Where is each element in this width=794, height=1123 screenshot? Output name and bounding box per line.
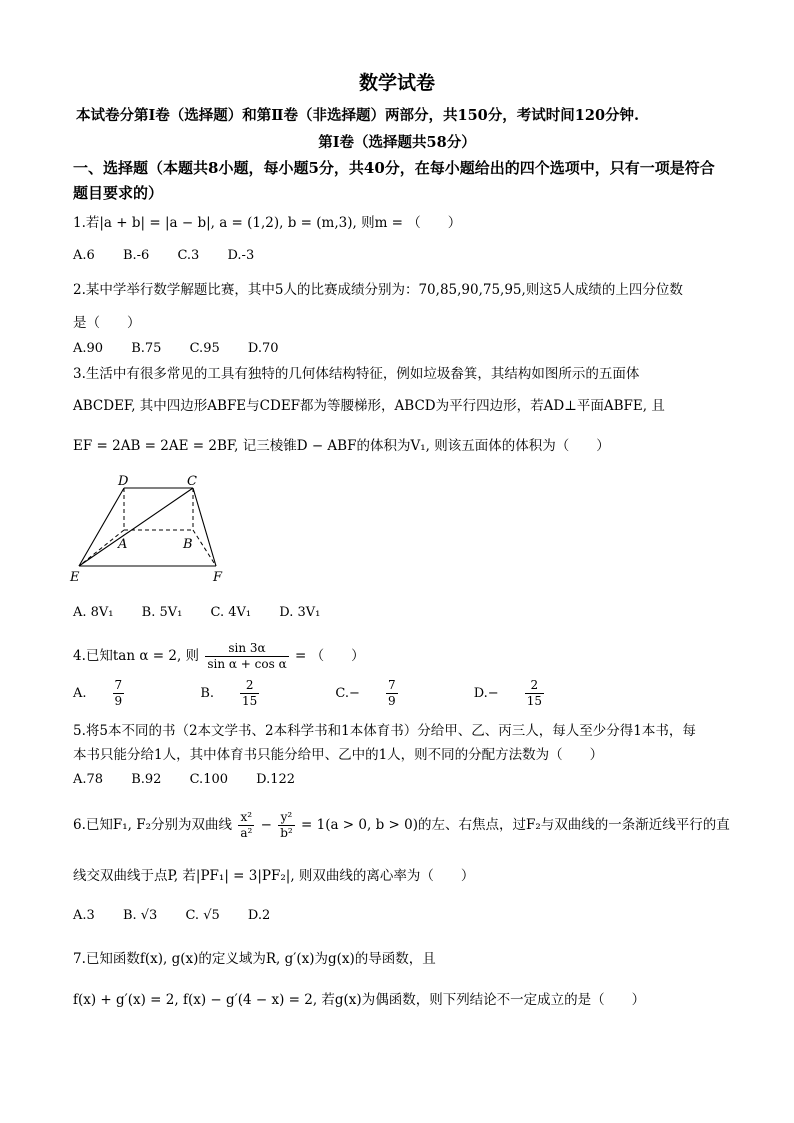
option-c	[335, 678, 445, 709]
question-6-line-2: 线交双曲线于点P, 若|PF₁| = 3|PF₂|, 则双曲线的离心率为（ ）	[73, 868, 475, 884]
option-a: A.90	[73, 341, 104, 356]
fraction-denominator: 9	[114, 694, 123, 708]
page-title: 数学试卷	[358, 72, 435, 94]
vertex-label-c: C	[187, 474, 197, 489]
hyperbola-y-term	[278, 810, 295, 841]
option-a: A. 8V₁	[73, 605, 114, 620]
vertex-label-d: D	[118, 474, 129, 489]
option-fraction	[113, 678, 149, 709]
vertex-label-b: B	[183, 537, 193, 552]
option-d: D.70	[247, 341, 279, 356]
question-5-line-2: 本书只能分给1人，其中体育书只能分给甲、乙中的1人，则不同的分配方法数为（ ）	[73, 747, 604, 763]
question-1-stem: 1.若|a + b| = |a − b|, a = (1,2), b = (m,3), 则m = （ ）	[73, 215, 462, 231]
question-4-stem-end: = （ ）	[294, 648, 365, 664]
option-fraction	[525, 678, 568, 709]
question-5-line-1: 5.将5本不同的书（2本文学书、2本科学书和1本体育书）分给甲、乙、丙三人，每人至少分得1本书，每	[73, 723, 696, 739]
option-label: A.	[73, 686, 87, 701]
option-d	[474, 678, 592, 709]
option-label: B.	[200, 686, 214, 701]
question-5-options	[73, 772, 319, 787]
vertex-label-e: E	[70, 570, 80, 585]
question-2-options	[73, 341, 303, 356]
fraction-denominator: 9	[387, 694, 396, 708]
option-c: C.100	[189, 772, 229, 787]
vertex-label-f: F	[213, 570, 223, 585]
pentahedron-figure	[66, 472, 236, 587]
exam-intro: 本试卷分第Ⅰ卷（选择题）和第Ⅱ卷（非选择题）两部分，共150分，考试时间120分钟.	[76, 107, 640, 124]
question-4-fraction	[205, 641, 288, 672]
question-3-line-2: ABCDEF, 其中四边形ABFE与CDEF都为等腰梯形，ABCD为平行四边形，若AD⊥平面ABFE, 且	[73, 398, 665, 414]
option-b: B.-6	[122, 248, 150, 263]
minus-sign: −	[260, 817, 272, 833]
question-7-line-2: f(x) + g′(x) = 2, f(x) − g′(4 − x) = 2, 若g(x)为偶函数，则下列结论不一定成立的是（ ）	[73, 992, 646, 1008]
hyperbola-x-term	[238, 810, 254, 841]
question-6-stem-end: = 1(a > 0, b > 0)的左、右焦点，过F₂与双曲线的一条渐近线平行的直	[301, 817, 730, 833]
question-2-line-1: 2.某中学举行数学解题比赛，其中5人的比赛成绩分别为：70,85,90,75,95,则这5人成绩的上四分位数	[73, 282, 683, 298]
fraction-denominator: 15	[526, 694, 542, 708]
option-c: C. √5	[185, 908, 220, 923]
fraction-denominator: a²	[240, 826, 253, 840]
question-3-line-1: 3.生活中有很多常见的工具有独特的几何体结构特征，例如垃圾畚箕，其结构如图所示的五面体	[73, 366, 640, 382]
question-3-options	[73, 605, 344, 620]
question-4-stem-start: 4.已知tan α = 2, 则	[73, 648, 200, 664]
question-2-line-2: 是（ ）	[73, 315, 141, 331]
option-b: B. √3	[122, 908, 158, 923]
fraction-numerator: sin 3α	[205, 641, 288, 657]
fraction-numerator: 7	[387, 678, 396, 692]
fraction-numerator: 7	[114, 678, 123, 692]
option-fraction	[386, 678, 422, 709]
question-1-options	[73, 248, 278, 263]
option-b: B.92	[131, 772, 162, 787]
option-a: A.78	[73, 772, 104, 787]
question-4-stem	[73, 640, 365, 672]
fraction-denominator: b²	[280, 826, 293, 840]
option-c: C.3	[177, 248, 200, 263]
fraction-numerator: 2	[240, 678, 259, 694]
question-4-options	[73, 678, 616, 709]
section-heading: 一、选择题（本题共8小题，每小题5分，共40分，在每小题给出的四个选项中，只有一项是符合题目要求的）	[73, 159, 715, 202]
option-label: D.−	[473, 686, 499, 701]
option-c: C. 4V₁	[210, 605, 252, 620]
option-a	[73, 678, 172, 709]
option-b: B.75	[131, 341, 162, 356]
option-label: C.−	[335, 686, 360, 701]
question-3-line-3: EF = 2AB = 2AE = 2BF, 记三棱锥D − ABF的体积为V₁, 则该五面体的体积为（ ）	[73, 438, 610, 454]
option-b	[200, 678, 307, 709]
fraction-denominator: sin α + cos α	[207, 657, 287, 671]
question-6-options	[73, 908, 294, 923]
option-c: C.95	[189, 341, 220, 356]
option-b: B. 5V₁	[141, 605, 183, 620]
part-heading: 第Ⅰ卷（选择题共58分）	[318, 134, 476, 151]
option-a: A.3	[73, 908, 95, 923]
fraction-numerator: y²	[278, 810, 295, 826]
question-7-line-1: 7.已知函数f(x), g(x)的定义域为R, g′(x)为g(x)的导函数，且	[73, 951, 436, 967]
fraction-denominator: 15	[242, 694, 258, 708]
option-d: D.122	[256, 772, 296, 787]
fraction-numerator: 2	[525, 678, 544, 694]
option-d: D.-3	[227, 248, 255, 263]
question-6-line-1	[73, 807, 730, 843]
option-d: D.2	[247, 908, 271, 923]
option-a: A.6	[73, 248, 95, 263]
option-fraction	[240, 678, 283, 709]
option-d: D. 3V₁	[279, 605, 321, 620]
fraction-numerator: x²	[238, 810, 254, 826]
question-6-stem-start: 6.已知F₁, F₂分别为双曲线	[73, 817, 233, 833]
vertex-label-a: A	[118, 537, 128, 552]
